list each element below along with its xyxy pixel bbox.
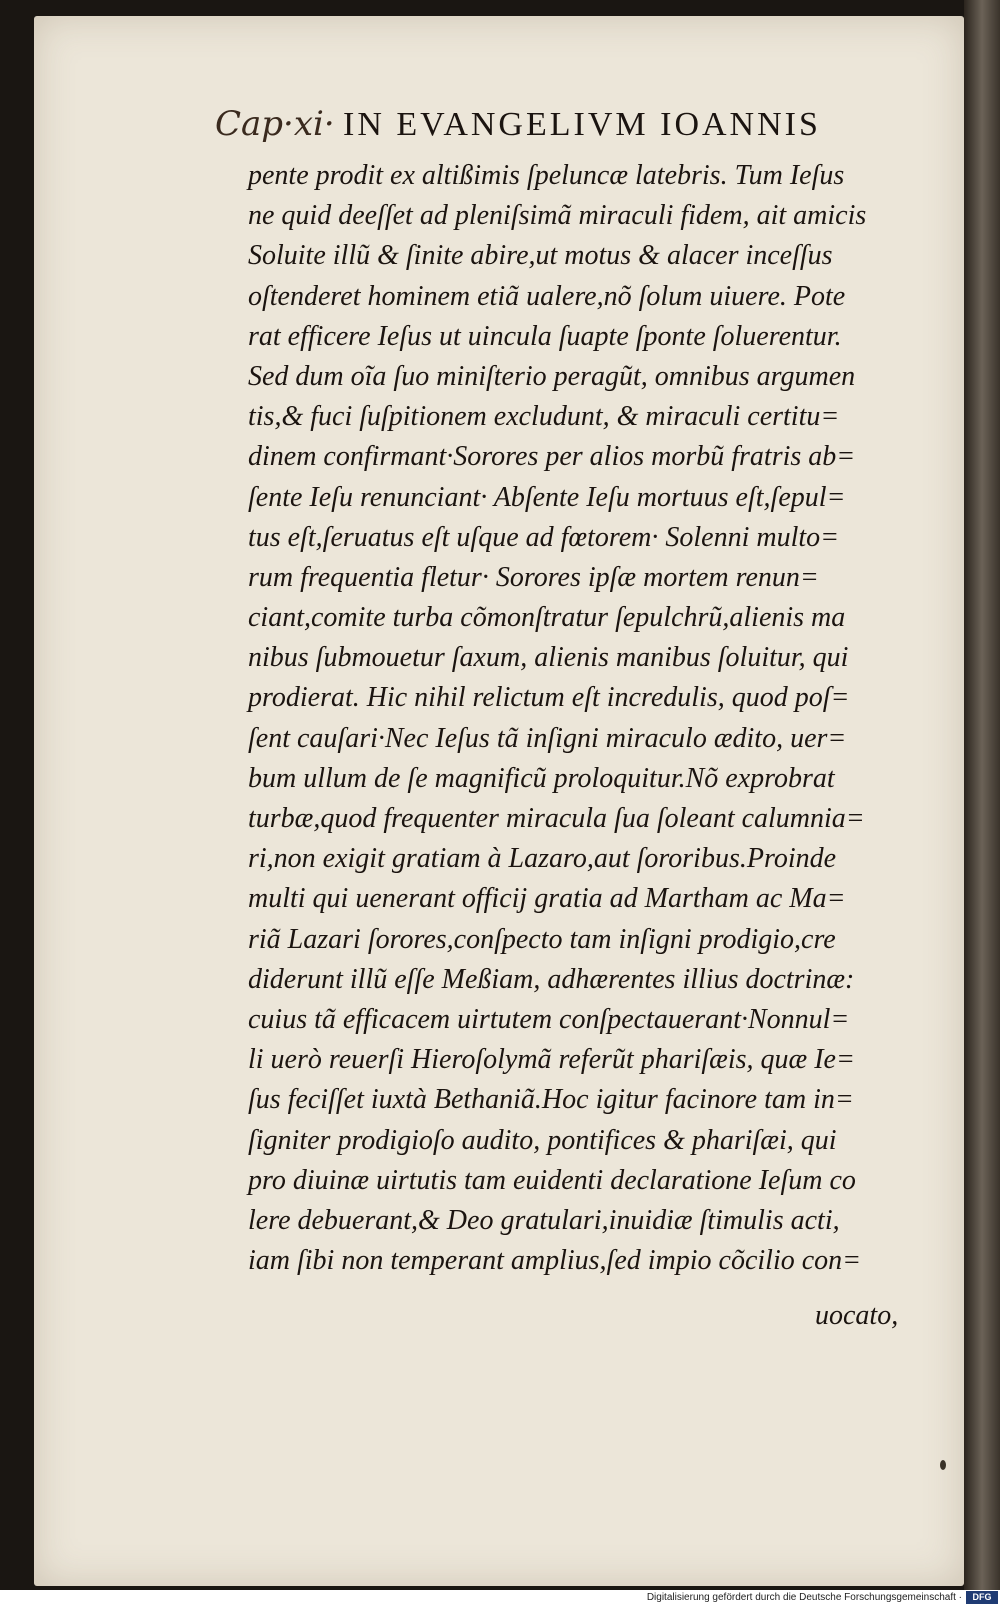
- dfg-logo: DFG: [966, 1591, 998, 1604]
- text-line: ciant,comite turba cõmonſtratur ſepulchrũ,alienis ma: [248, 602, 846, 634]
- text-line: tis,& fuci ſuſpitionem excludunt, & miraculi certitu=: [248, 401, 840, 433]
- text-line: bum ullum de ſe magnificũ proloquitur.Nõ exprobrat: [248, 762, 835, 794]
- chapter-mark: Cap·xi·: [215, 104, 335, 144]
- body-text: [248, 156, 908, 1281]
- catchword: uocato,: [815, 1300, 899, 1331]
- text-line: ſigniter prodigioſo audito, pontifices & phariſæi, qui: [248, 1124, 837, 1156]
- text-line: lere debuerant,& Deo gratulari,inuidiæ ſtimulis acti,: [248, 1204, 840, 1236]
- funding-credit: Digitalisierung gefördert durch die Deutsche Forschungsgemeinschaft ·: [646, 1592, 962, 1603]
- book-edge: [964, 0, 1000, 1590]
- text-line: Soluite illũ & ſinite abire,ut motus & alacer inceſſus: [248, 240, 833, 272]
- text-line: oſtenderet hominem etiã ualere,nõ ſolum uiuere. Pote: [248, 280, 846, 312]
- text-line: ſente Ieſu renunciant· Abſente Ieſu mortuus eſt,ſepul=: [248, 481, 846, 513]
- text-line: diderunt illũ eſſe Meßiam, adhærentes illius doctrinæ:: [248, 963, 855, 995]
- text-line: tus eſt,ſeruatus eſt uſque ad fœtorem· Solenni multo=: [248, 521, 840, 553]
- text-line: ri,non exigit gratiam à Lazaro,aut ſororibus.Proinde: [248, 843, 837, 875]
- text-line: pente prodit ex altißimis ſpeluncæ latebris. Tum Ieſus: [248, 160, 845, 191]
- text-line: ſent cauſari·Nec Ieſus tã inſigni miraculo ædito, uer=: [248, 722, 847, 754]
- text-line: pro diuinæ uirtutis tam euidenti declaratione Ieſum co: [248, 1164, 856, 1196]
- text-line: li uerò reuerſi Hieroſolymã referũt phariſæis, quæ Ie=: [248, 1044, 855, 1076]
- text-line: iam ſibi non temperant amplius,ſed impio cõcilio con=: [248, 1245, 862, 1277]
- ink-spot: [940, 1460, 946, 1470]
- text-line: dinem confirmant·Sorores per alios morbũ fratris ab=: [248, 441, 856, 473]
- text-line: rat efficere Ieſus ut uincula ſuapte ſponte ſoluerentur.: [248, 320, 842, 352]
- text-line: cuius tã efficacem uirtutem conſpectauerant·Nonnul=: [248, 1003, 850, 1035]
- text-line: rum frequentia fletur· Sorores ipſæ mortem renun=: [248, 561, 819, 593]
- running-title: IN EVANGELIVM IOANNIS: [343, 106, 821, 143]
- text-line: Sed dum oĩa ſuo miniſterio peragũt, omnibus argumen: [248, 360, 856, 392]
- text-line: ſus feciſſet iuxtà Bethaniã.Hoc igitur facinore tam in=: [248, 1084, 854, 1116]
- text-line: turbæ,quod frequenter miracula ſua ſoleant calumnia=: [248, 803, 865, 834]
- text-line: riã Lazari ſorores,conſpecto tam inſigni prodigio,cre: [248, 923, 836, 955]
- text-line: nibus ſubmouetur ſaxum, alienis manibus ſoluitur, qui: [248, 642, 849, 674]
- text-line: prodierat. Hic nihil relictum eſt incredulis, quod poſ=: [248, 682, 850, 714]
- text-line: multi qui uenerant officij gratia ad Martham ac Ma=: [248, 883, 846, 915]
- text-line: ne quid deeſſet ad pleniſsimã miraculi fidem, ait amicis: [248, 200, 867, 232]
- page-header: [215, 104, 875, 152]
